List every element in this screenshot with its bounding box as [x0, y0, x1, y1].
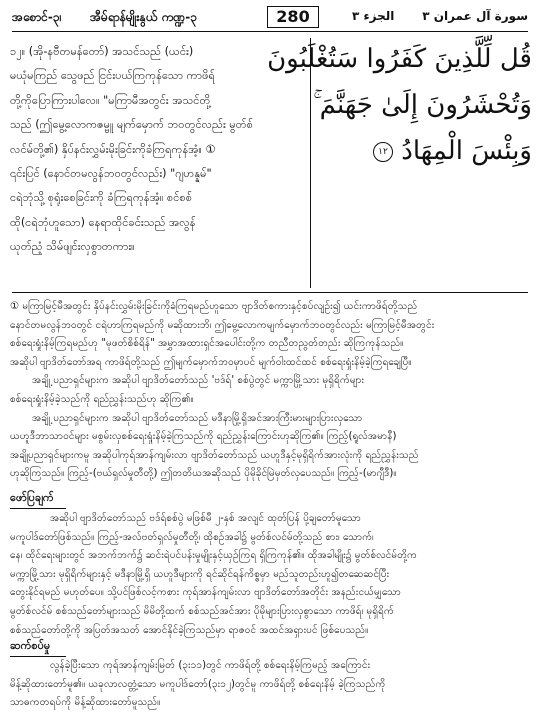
- page-header: [12, 6, 528, 28]
- translation-line: ထို(ငရဲဘုံဟူသော) နေရာထိုင်ခင်းသည် အလွန်: [10, 215, 196, 229]
- translation-line: မယုံမကြည် သွေဖည် ငြင်းပယ်ကြကုန်သော ကာဖိရ်: [10, 69, 215, 83]
- footnote: [10, 298, 530, 484]
- page-number: 280: [267, 6, 319, 28]
- section-title: ဖော်ပြချက်: [10, 491, 54, 504]
- body-line: နေ၊ ထိုင်ရေးများတွင် အဘက်ဘက်၌ ဆင်းရဲပင်ပန်းမှုမျိုးနှင့်ယှဉ်ကြရ ရှိကြကုန်၏။ ထိုအခါမျိုး၌ မွတ်စ်လင်မ်တို့က: [10, 550, 418, 562]
- body-line: မကူပါဒ်တော်ဖြစ်သည်။ ကြည့်-အလ်ဗတ်ရှလ်မှုတီတို့၊ ထိုစဉ်အခါ၌ မွတ်စ်လင်မ်တို့သည် စား၊ သောက်၊: [10, 531, 374, 543]
- translation-line: ငရဲဘုံသို့ စုရုံးစေခြင်းကို ခံကြရကုန်အံ့။ စင်စစ်: [10, 191, 193, 205]
- footnote-line: အချို့ပညာရှင်များကမူ အဆိုပါကုရ်အာန်ကျမ်းလာ ဗျာဒိတ်တော်သည် ယဟူဒီနှင့်မုရှိရိက်အားလုံးကို ရည်ညွှန်းသည်: [10, 449, 419, 461]
- arabic-line: [318, 128, 532, 174]
- footnote-line: အချို့ ပညာရှင်များက အဆိုပါ ဗျာဒိတ်တော်သည် မဒီနာမြို့ရှိအင်အားကြီးမားများပြားလှသော: [32, 412, 363, 424]
- heading-underline: [10, 508, 66, 509]
- body-line: လွန်ခဲ့ပြီးသော ကုရ်အာန်ကျမ်းမြတ် (၃း၁၁)တွင် ကာဖိရ်တို့ စစ်ရေးနိမ့်ကြမည့် အကြောင်း: [50, 660, 371, 671]
- footnote-line: ဟုဆိုကြသည်။ ကြည့်-(ဗယ်ရှလ်မှုတီတို့) ဤတတိယအဆိုသည် ပိုမိုခိုင်မြဲမှတ်လှပေသည်။ ကြည့်-(မာဂျီဒီ)။: [10, 468, 397, 480]
- body-line: မက္ကာမြို့သား မုရှိရိက်များနှင့် မဒီနာမြို့ရှိ ယဟူဒီများကို ရင်ဆိုင်ရန်ကိစ္စမှာ မည်သူတည်းဟူ၍တဆေဆင်ပြီး: [10, 568, 390, 580]
- section-relation-body: [10, 657, 530, 713]
- body-line: မိန့်ဆိုထားတော်မူ၏။ ယခုလာလတ္တံ့သော မကူပါဒ်တော်(၃း၁၂)တွင်မူ ကာဖိရ်တို့ စစ်ရေးနိမ့် ခဲ့ကြသည်ကို: [10, 678, 386, 690]
- body-line: စစ်သည်တော်တို့ကို အပြတ်အသတ် အောင်နိုင်ခဲ့ကြသည်မှာ ရာဇဝင် အထင်အရှားပင် ဖြစ်ပေသည်။: [10, 624, 369, 636]
- translation-line: ယုတ်ညံ့ သိမ်ဖျင်းလှစွာတကား။: [10, 240, 135, 254]
- footnote-line: နောင်တမလွန်ဘဝတွင် ငရဲဟာကြရမည်ကို မဆိုထားဘိ၊ ဤမွေ့လောကမျက်မှောက်ဘဝတွင်လည်း မကြာမြင့်မီအတွင်း: [10, 319, 435, 331]
- section-heading-description: [10, 489, 66, 509]
- translation-line: တို့ကိုပြောကြားပါလေ။ "မကြာမီအတွင်း အသင်တို့: [10, 93, 211, 107]
- section-description-body: [10, 510, 530, 640]
- arabic-line: قُل لِّلَّذِينَ كَفَرُوا سَتُغْلَبُونَ: [267, 44, 532, 74]
- arabic-line-text: وَبِئْسَ الْمِهَادُ: [401, 136, 532, 166]
- translation-line: ၎င်းပြင် (နောင်တမလွန်ဘဝတွင်လည်း) "ဂျဟန္နမ်": [10, 167, 212, 181]
- translation-rule: [12, 292, 528, 293]
- header-rule: [12, 31, 528, 32]
- body-line: မွတ်စ်လင်မ် စစ်သည်တော်များသည် မိမိတို့ထက် စစ်သည်အင်အား ပိုမိုများပြားလှစွာသော ကာဖိရ်၊ မုရှိရိက်: [10, 605, 394, 617]
- translation-line: ၁၂။ (အို-နဗီတမန်တော်) အသင်သည် (ယင်း): [10, 45, 194, 58]
- footnote-line: အချို့ ပညာရှင်များက အဆိုပါ ဗျာဒိတ်တော်သည် 'ဗဒ်ရ်' စစ်ပွဲတွင် မက္ကာမြို့သား မုရှိရိက်များ: [32, 375, 365, 387]
- section-label: အီမ်ရာန်မျိုးနွယ် ကဏ္ဍ-၃: [90, 10, 198, 24]
- ayah-number-marker: ١٢: [373, 142, 393, 162]
- body-line: သာဓကတရပ်ကို မိန့်ဆိုထားတော်မူသည်။: [10, 697, 161, 709]
- translation-line: သည် (ဤမွေ့လောကဇမ္ဗူ မျက်မှောက် ဘဝတွင်လည်း မွတ်စ်: [10, 118, 253, 132]
- arabic-line: وَتُحْشَرُونَ إِلَىٰ جَهَنَّمَ ۚ: [313, 90, 532, 120]
- footnote-line: စစ်ရေးရှုံးနိမ့်ကြရမည်ဟု "မုဖတ်စိစ်ရိန်" အမွှာအထားရှင်အပေါင်းတို့က တညီတညွတ်တည်း ဆိုကြကုန်သည်။: [10, 338, 404, 350]
- translation-column: [10, 40, 302, 286]
- section-title: ဆက်စပ်မှု: [10, 639, 51, 652]
- body-line: တွေးနိုင်ရမည် မဟုတ်ပေ။ သို့ပင်ဖြစ်လင့်ကစား ကုရ်အာန်ကျမ်းလာ ဗျာဒိတ်တော်အတိုင်း အနည်းငယ်မျှသော: [10, 587, 402, 599]
- volume-label: အစောင်-၃၊: [12, 10, 62, 24]
- footnote-line: အဆိုပါ ဗျာဒိတ်တော်အရ ကာဖိရ်တို့သည် ဤမျက်မှောက်ဘဝမှာပင် မျက်ဝါးထင်ထင် စစ်ရေးရှုံးနိမ့်ခဲ့ကြရချေပြီ။: [10, 356, 412, 368]
- translation-line: လင်မ်တို့၏) နှိပ်နင်းလွှမ်းမိုးခြင်းကိုခံကြရကုန်အံ့။ ①: [10, 142, 216, 156]
- footnote-line: ယဟူဒီဘာသာဝင်များ မစွမ်းလှစစ်ရေးရှုံးနိမ့်ခဲ့ကြသည်ကို ရည်ညွှန်းကြောင်းဟုဆိုကြ၏။ ကြည့်(ရူလ်အမာနီ): [10, 431, 397, 443]
- arabic-verse: [267, 36, 532, 176]
- section-heading-relation: [10, 637, 66, 657]
- footnote-line: စစ်ရေးရှုံးနိမ့်ခဲ့သည်ကို ရည်ညွှန်းသည်ဟု ဆိုကြ၏။: [10, 393, 194, 405]
- juz-label: الجزء ٣: [352, 9, 395, 23]
- footnote-line: ① မကြာမြင့်မီအတွင်း နှိပ်နင်းလွှမ်းမိုးခြင်းကိုခံကြရမည်ဟူသော ဗျာဒိတ်စကားနှင့်စပ်လျဉ်း၍ ယင်းကာဖိရ်တို့သည်: [10, 301, 418, 312]
- surah-title: سورة آل عمران ٣: [422, 9, 528, 23]
- body-line: အဆိုပါ ဗျာဒိတ်တော်သည် ဗဒ်ရ်စစ်ပွဲ မဖြစ်မီ ၂-နှစ် အလျင် ထုတ်ပြန် ပို့ချတော်မူသော: [50, 513, 361, 524]
